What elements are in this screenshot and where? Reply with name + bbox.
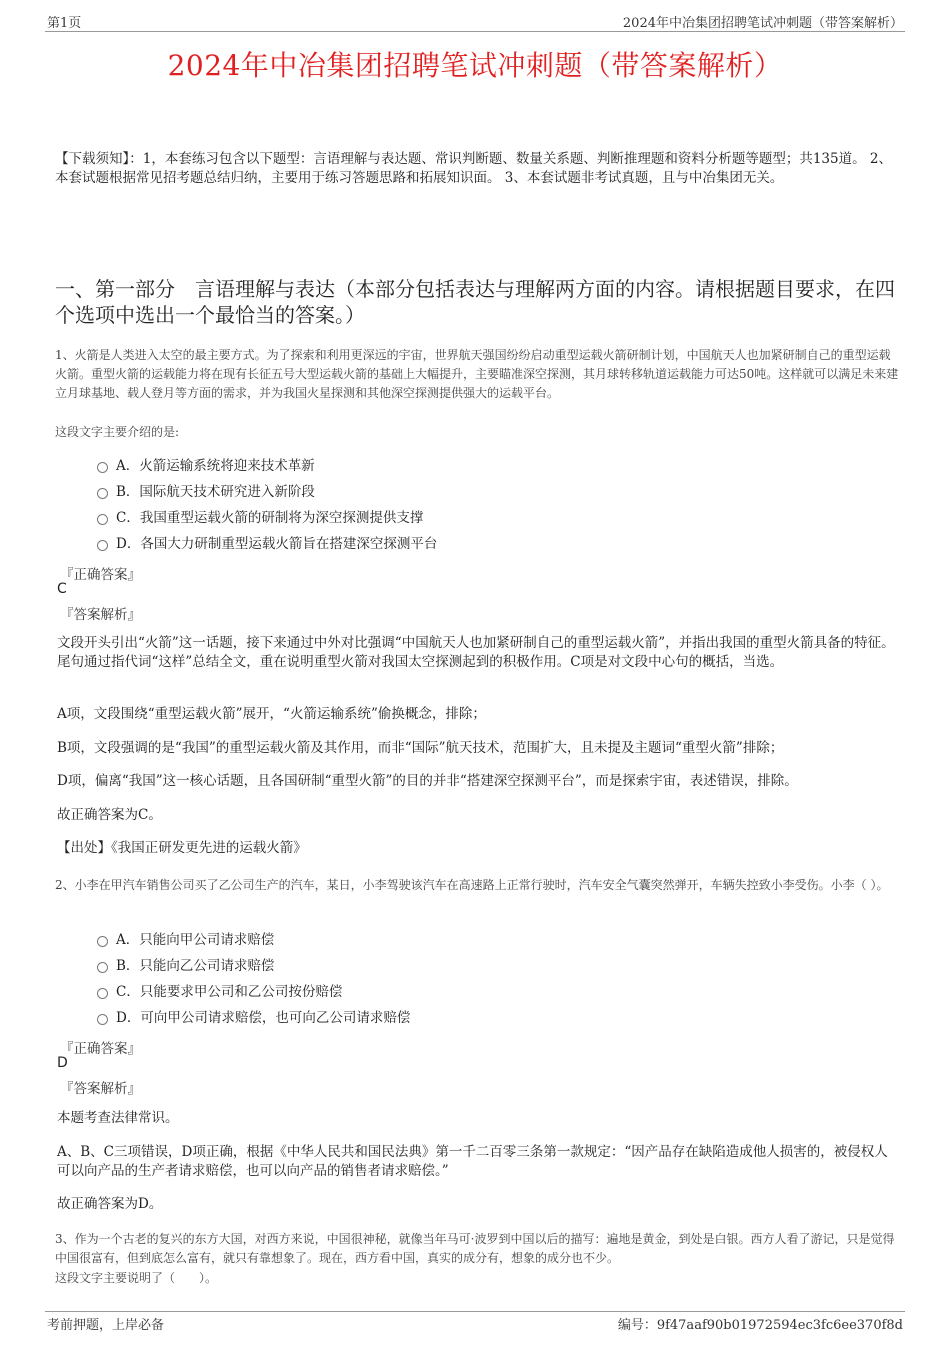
question-1-prompt: 这段文字主要介绍的是:: [55, 425, 180, 439]
download-notice: 【下载须知】：1，本套练习包含以下题型：言语理解与表达题、常识判断题、数量关系题、判断推理题和资料分析题等题型；共135道。 2、本套试题根据常见招考题总结归纳，主要用于练习答题思路和拓展知识面。 3、本套试题非考试真题，且与中冶集团无关。: [55, 151, 892, 186]
header-doc-title: 2024年中冶集团招聘笔试冲刺题（带答案解析）: [622, 16, 903, 31]
q2-analysis-p2: A、B、C三项错误，D项正确，根据《中华人民共和国民法典》第一千二百零三条第一款规定：“因产品存在缺陷造成他人损害的，被侵权人可以向产品的生产者请求赔偿，也可以向产品的销售者请求赔偿。”: [57, 1144, 888, 1179]
q1-analysis-p1: 文段开头引出“火箭”这一话题，接下来通过中外对比强调“中国航天人也加紧研制自己的重型运载火箭”，并指出我国的重型火箭具备的特征。尾句通过指代词“这样”总结全文，重在说明重型火箭对我国太空探测起到的积极作用。C项是对文段中心句的概括，当选。: [57, 635, 895, 670]
radio-icon[interactable]: [97, 936, 108, 947]
q2-option-b[interactable]: [97, 957, 274, 975]
q2-analysis-label: 『答案解析』: [60, 1081, 141, 1097]
question-3-prompt: 这段文字主要说明了（ ）。: [55, 1271, 218, 1285]
question-3-text: 3、作为一个古老的复兴的东方大国，对西方来说，中国很神秘，就像当年马可·波罗到中国以后的描写：遍地是黄金，到处是白银。西方人看了游记，只是觉得中国很富有，但到底怎么富有，就只有靠想象了。现在，西方看中国，真实的成分有，想象的成分也不少。: [55, 1232, 895, 1265]
q1-analysis-p4: D项，偏离“我国”这一核心话题，且各国研制“重型火箭”的目的并非“搭建深空探测平台”，而是探索宇宙，表述错误，排除。: [57, 773, 798, 789]
radio-icon[interactable]: [97, 988, 108, 999]
option-label: C．我国重型运载火箭的研制将为深空探测提供支撑: [116, 510, 424, 526]
q2-answer: D: [57, 1055, 68, 1071]
option-label: B．只能向乙公司请求赔偿: [116, 958, 275, 974]
q2-option-c[interactable]: [97, 983, 342, 1001]
q2-answer-label: 『正确答案』: [60, 1041, 141, 1057]
q1-option-d[interactable]: [97, 535, 437, 553]
radio-icon[interactable]: [97, 1014, 108, 1025]
q1-option-a[interactable]: [97, 457, 315, 475]
section-heading: 一、第一部分 言语理解与表达（本部分包括表达与理解两方面的内容。请根据题目要求，在四个选项中选出一个最恰当的答案。）: [55, 277, 895, 327]
q2-option-a[interactable]: [97, 931, 274, 949]
option-label: A．火箭运输系统将迎来技术革新: [116, 458, 315, 474]
radio-icon[interactable]: [97, 540, 108, 551]
page-number: 第1页: [47, 16, 82, 31]
option-label: D．各国大力研制重型运载火箭旨在搭建深空探测平台: [116, 536, 438, 552]
q2-analysis-p1: 本题考查法律常识。: [57, 1110, 179, 1126]
option-label: C．只能要求甲公司和乙公司按份赔偿: [116, 984, 343, 1000]
radio-icon[interactable]: [97, 462, 108, 473]
q1-option-c[interactable]: [97, 509, 423, 527]
q1-option-b[interactable]: [97, 483, 315, 501]
question-2-text: 2、小李在甲汽车销售公司买了乙公司生产的汽车，某日，小李驾驶该汽车在高速路上正常行驶时，汽车安全气囊突然弹开，车辆失控致小李受伤。小李（ ）。: [55, 878, 889, 892]
option-label: B．国际航天技术研究进入新阶段: [116, 484, 315, 500]
q1-source: 【出处】《我国正研发更先进的运载火箭》: [57, 840, 307, 856]
option-label: A．只能向甲公司请求赔偿: [116, 932, 275, 948]
q1-answer-label: 『正确答案』: [60, 567, 141, 583]
q1-analysis-p5: 故正确答案为C。: [57, 807, 162, 823]
header-divider: [45, 31, 905, 32]
q1-analysis-p2: A项，文段围绕“重型运载火箭”展开，“火箭运输系统”偷换概念，排除；: [57, 706, 486, 722]
footer-divider: [45, 1311, 905, 1312]
option-label: D．可向甲公司请求赔偿，也可向乙公司请求赔偿: [116, 1010, 411, 1026]
document-code: 编号：9f47aaf90b01972594ec3fc6ee370f8d: [617, 1318, 903, 1333]
q2-option-d[interactable]: [97, 1009, 410, 1027]
q2-analysis-p3: 故正确答案为D。: [57, 1196, 163, 1212]
question-1-text: 1、火箭是人类进入太空的最主要方式。为了探索和利用更深远的宇宙，世界航天强国纷纷启动重型运载火箭研制计划，中国航天人也加紧研制自己的重型运载火箭。重型火箭的运载能力将在现有长征五号大型运载火箭的基础上大幅提升，主要瞄准深空探测，其月球转移轨道运载能力可达50吨。这样就可以满足未来建立月球基地、载人登月等方面的需求，并为我国火星探测和其他深空探测提供强大的运载平台。: [55, 348, 899, 400]
q1-analysis-label: 『答案解析』: [60, 607, 141, 623]
q1-answer: C: [57, 581, 67, 597]
radio-icon[interactable]: [97, 488, 108, 499]
radio-icon[interactable]: [97, 514, 108, 525]
footer-slogan: 考前押题，上岸必备: [47, 1318, 165, 1333]
radio-icon[interactable]: [97, 962, 108, 973]
q1-analysis-p3: B项，文段强调的是“我国”的重型运载火箭及其作用，而非“国际”航天技术，范围扩大，且未提及主题词“重型火箭”排除；: [57, 740, 784, 756]
page-title: 2024年中冶集团招聘笔试冲刺题（带答案解析）: [167, 49, 783, 82]
